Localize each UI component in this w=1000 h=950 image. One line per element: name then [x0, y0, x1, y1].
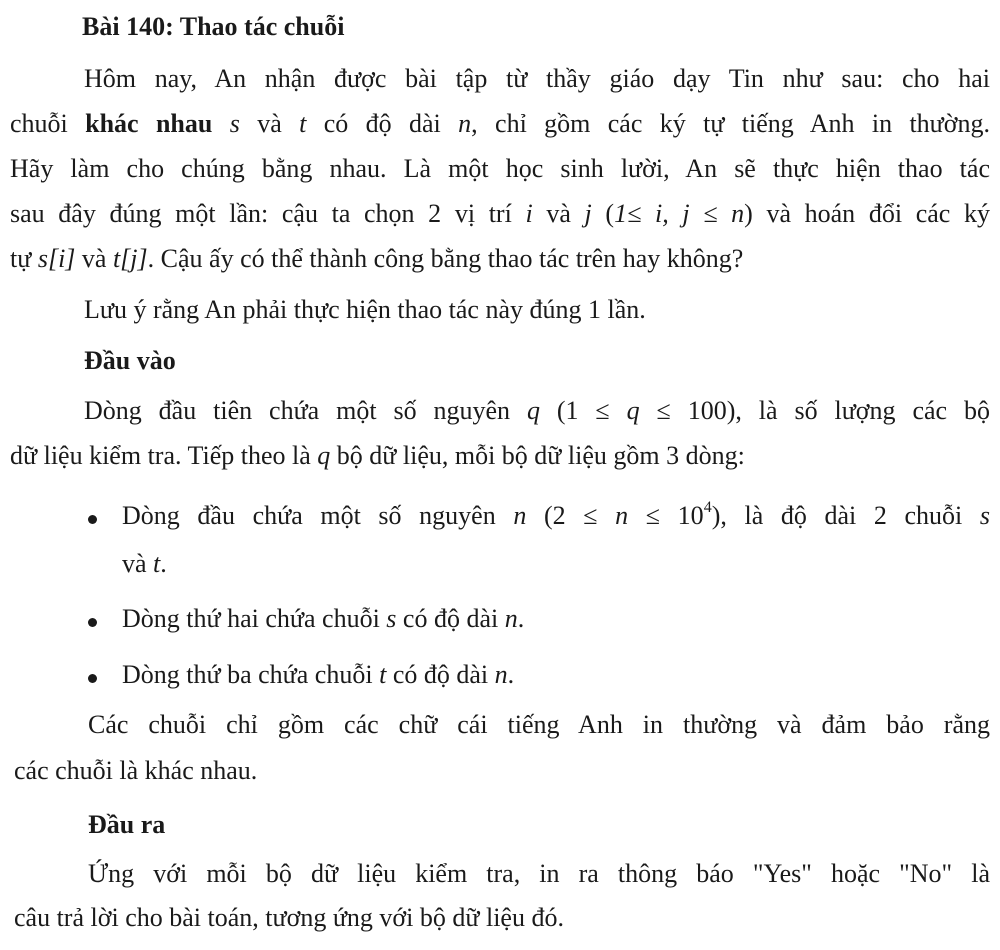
- text-run: chuỗi: [10, 109, 86, 138]
- var-s: s: [979, 501, 991, 530]
- text-run: (1 ≤: [539, 396, 627, 425]
- var-n: n: [513, 501, 527, 530]
- var-s: s: [386, 604, 397, 633]
- intro-line-1: Hôm nay, An nhận được bài tập từ thầy giáo dạy Tin như sau: cho hai: [84, 64, 990, 93]
- bullet-dot: [88, 674, 97, 683]
- output-heading: Đầu ra: [88, 810, 166, 839]
- bullet-2: [122, 606, 524, 632]
- text-run: có độ dài: [306, 109, 459, 138]
- text-run: Dòng đầu chứa một số nguyên: [122, 501, 514, 530]
- text-run: và: [75, 244, 113, 273]
- var-t: t: [379, 660, 387, 689]
- input-line-1: [84, 398, 990, 424]
- intro-line-2: [10, 111, 990, 137]
- var-t-j: t[j]: [112, 244, 148, 273]
- problem-title: Bài 140: Thao tác chuỗi: [82, 12, 345, 41]
- note-line: Lưu ý rằng An phải thực hiện thao tác này đúng 1 lần.: [84, 295, 646, 324]
- text-run: .: [517, 604, 525, 633]
- text-run: bộ dữ liệu, mỗi bộ dữ liệu gồm 3 dòng:: [330, 441, 745, 470]
- var-t: t: [299, 109, 307, 138]
- var-q: q: [526, 396, 540, 425]
- input-heading: Đầu vào: [84, 346, 176, 375]
- text-run: (: [591, 199, 615, 228]
- var-j: j: [584, 199, 592, 228]
- exponent: 4: [703, 499, 712, 516]
- constraint-ij: 1≤ i, j ≤ n: [614, 199, 745, 228]
- intro-line-3: Hãy làm cho chúng bằng nhau. Là một học sinh lười, An sẽ thực hiện thao tác: [10, 154, 990, 183]
- text-run: (2 ≤: [526, 501, 616, 530]
- var-n: n: [458, 109, 472, 138]
- text-run: và: [122, 549, 154, 578]
- bullet-dot: [88, 618, 97, 627]
- text-run: Dòng đầu tiên chứa một số nguyên: [84, 396, 527, 425]
- text-run: ) và hoán đổi các ký: [744, 199, 990, 228]
- text-run: sau đây đúng một lần: cậu ta chọn 2 vị trí: [10, 199, 526, 228]
- text-run: ≤ 10: [628, 501, 704, 530]
- bullet-3: [122, 662, 514, 688]
- var-i: i: [525, 199, 533, 228]
- text-run: .: [160, 549, 167, 578]
- var-q: q: [317, 441, 331, 470]
- var-n: n: [615, 501, 629, 530]
- text-run: .: [507, 660, 515, 689]
- input-line-4: các chuỗi là khác nhau.: [14, 756, 258, 785]
- input-line-2: [10, 443, 745, 469]
- text-run: và: [239, 109, 300, 138]
- var-n: n: [494, 660, 508, 689]
- intro-line-4: [10, 201, 990, 227]
- intro-line-5: [10, 246, 743, 272]
- output-line-2: câu trả lời cho bài toán, tương ứng với bộ dữ liệu đó.: [14, 903, 564, 932]
- text-run: có độ dài: [396, 604, 505, 633]
- text-run: Dòng thứ hai chứa chuỗi: [122, 604, 387, 633]
- emphasis-different: khác nhau: [85, 109, 213, 138]
- text-run: . Cậu ấy có thể thành công bằng thao tác trên hay không?: [147, 244, 744, 273]
- text-run: và: [532, 199, 585, 228]
- text-run: Dòng thứ ba chứa chuỗi: [122, 660, 380, 689]
- text-run: , chỉ gồm các ký tự tiếng Anh in thường.: [471, 109, 991, 138]
- input-line-3: Các chuỗi chỉ gồm các chữ cái tiếng Anh in thường và đảm bảo rằng: [88, 710, 990, 739]
- text-run: ), là độ dài 2 chuỗi: [711, 501, 980, 530]
- text-run: tự: [10, 244, 38, 273]
- var-q: q: [626, 396, 640, 425]
- var-n: n: [504, 604, 518, 633]
- var-s: s: [212, 109, 240, 138]
- bullet-dot: [88, 515, 97, 524]
- text-run: ≤ 100), là số lượng các bộ: [639, 396, 990, 425]
- output-line-1: Ứng với mỗi bộ dữ liệu kiểm tra, in ra thông báo "Yes" hoặc "No" là: [88, 859, 990, 888]
- bullet-1-line-1: [122, 499, 991, 530]
- text-run: dữ liệu kiểm tra. Tiếp theo là: [10, 441, 318, 470]
- var-t: t: [153, 549, 161, 578]
- text-run: có độ dài: [386, 660, 495, 689]
- var-s-i: s[i]: [37, 244, 76, 273]
- bullet-1-line-2: [122, 551, 167, 577]
